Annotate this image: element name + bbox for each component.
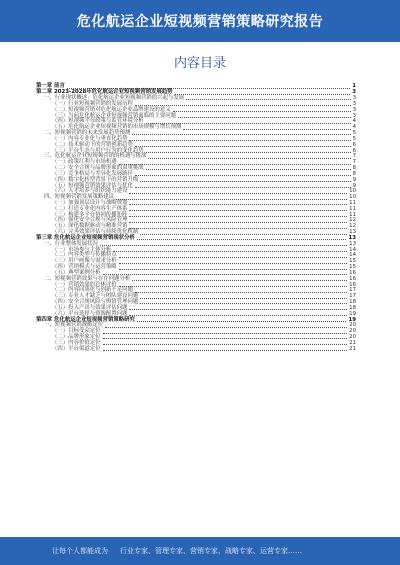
toc-leader-dots [129, 209, 347, 211]
toc-entry-page: 15 [349, 258, 356, 265]
toc-leader-dots [103, 349, 348, 351]
toc-leader-dots [119, 262, 347, 264]
toc-leader-dots [119, 268, 347, 270]
toc-entry-label: （三）竞争格局与差异化发展路径 [52, 170, 133, 177]
toc-entry-label: （二）打造专业化内容生产体系 [52, 205, 128, 212]
toc-entry-page: 9 [352, 176, 356, 183]
toc-entry-page: 13 [348, 234, 356, 241]
toc-leader-dots [129, 314, 347, 316]
toc-entry-label: （一）目标受众定位 [52, 328, 101, 335]
toc-leader-dots [119, 163, 351, 165]
toc-entry-label: （一）市场参与主体分析 [52, 246, 112, 253]
toc-leader-dots [175, 93, 351, 95]
toc-entry-page: 11 [349, 205, 356, 212]
toc-entry-page: 3 [352, 89, 356, 96]
toc-entry-label: 一、行业现状概述：危化航运企业短视频营销的兴起与发展 [44, 95, 185, 102]
toc-entry-page: 19 [349, 310, 356, 317]
toc-leader-dots [132, 279, 347, 281]
toc-entry-page: 10 [349, 188, 356, 195]
toc-entry-page: 14 [349, 246, 356, 253]
toc-leader-dots [119, 256, 347, 258]
toc-entry-page: 21 [349, 345, 356, 352]
toc-leader-dots [146, 168, 351, 170]
toc-entry-label: 第一章 前言 [36, 83, 65, 90]
toc-entry-label: 一、短视频营销战略定位 [44, 322, 104, 329]
toc-entry-label: 二、短视频营销效果与存在问题分析 [44, 275, 131, 282]
toc-entry-page: 13 [349, 229, 356, 236]
toc-entry-page: 3 [352, 112, 356, 119]
toc-heading: 内容目录 [173, 56, 226, 71]
toc-entry-page: 9 [352, 182, 356, 189]
toc-entry-label: （五）深化数据驱动与精准营销 [52, 223, 128, 230]
toc-entry-page: 14 [349, 252, 356, 259]
toc-entry-page: 8 [352, 165, 356, 172]
footer-expert-list: 行业专家、管理专家、营销专家、战略专家、运营专家…… [120, 547, 302, 555]
toc-leader-dots [119, 285, 347, 287]
toc-entry-label: （三）用户画像与需求分析 [52, 258, 117, 265]
toc-entry-page: 20 [349, 334, 356, 341]
toc-entry-page: 12 [349, 217, 356, 224]
toc-leader-dots [100, 244, 347, 246]
toc-entry-page: 16 [349, 275, 356, 282]
report-title: 危化航运企业短视频营销策略研究报告 [76, 14, 324, 30]
toc-entry-label: 三、危化航运企业短视频营销的机遇与挑战 [44, 153, 147, 160]
toc-entry-label: （五）危化航运企业短视频营销的市场规模与增长预测 [52, 124, 182, 131]
toc-entry-label: （二）内容同质化与创新不足问题 [52, 287, 133, 294]
toc-entry-page: 20 [349, 328, 356, 335]
toc-entry-page: 5 [352, 135, 356, 142]
toc-entry-label: （二）安全合规与品牌形象的双重挑战 [52, 165, 144, 172]
toc-entry-label: （二）短视频营销对危化航运企业品牌建设的意义 [52, 106, 171, 113]
toc-entry-page: 17 [349, 293, 356, 300]
toc-leader-dots [135, 145, 351, 147]
toc-entry-label: （三）平台生态与用户行为的变化趋势 [52, 147, 144, 154]
toc-entry-label: （三）构建多平台协同传播矩阵 [52, 211, 128, 218]
toc-entry-label: （四）安全合规风险与舆情管理问题 [52, 299, 139, 306]
toc-entry[interactable] [36, 346, 356, 352]
toc-leader-dots [135, 174, 351, 176]
toc-entry-label: （一）营销效果的总体评价 [52, 281, 117, 288]
toc-entry-page: 11 [349, 199, 356, 206]
toc-entry-label: 第二章 2023-2028年危化航运企业短视频营销发展趋势 [36, 89, 173, 96]
toc-entry-page: 20 [349, 322, 356, 329]
toc-leader-dots [137, 320, 347, 322]
toc-entry-label: （四）短视频平台政策与监管环境分析 [52, 118, 144, 125]
toc-leader-dots [129, 215, 347, 217]
toc-entry-label: （六）完善效果评估与持续优化机制 [52, 229, 139, 236]
table-of-contents [36, 84, 356, 352]
toc-entry-page: 18 [349, 304, 356, 311]
toc-entry-page: 1 [352, 83, 356, 90]
toc-entry-page: 6 [352, 147, 356, 154]
toc-leader-dots [140, 180, 350, 182]
toc-entry-label: （三）当前危化航运企业短视频营销面临的主要问题 [52, 112, 176, 119]
toc-entry-page: 19 [348, 316, 356, 323]
toc-entry-label: （五）典型案例分析 [52, 269, 101, 276]
toc-entry-page: 8 [352, 170, 356, 177]
toc-entry-page: 15 [349, 264, 356, 271]
toc-entry-label: （一）内容专业化与垂直化趋势 [52, 135, 128, 142]
toc-leader-dots [103, 343, 348, 345]
toc-entry-label: （二）技术驱动下的营销创新趋势 [52, 141, 133, 148]
toc-leader-dots [129, 308, 347, 310]
toc-entry-label: （二）内容类型与传播特点 [52, 252, 117, 259]
toc-leader-dots [129, 139, 350, 141]
toc-leader-dots [140, 233, 347, 235]
toc-leader-dots [186, 98, 350, 100]
toc-entry-page: 3 [352, 100, 356, 107]
toc-entry-page: 10 [349, 194, 356, 201]
toc-leader-dots [135, 186, 351, 188]
toc-leader-dots [148, 157, 350, 159]
footer-slogan: 让每个人都能成为 [52, 547, 108, 555]
toc-leader-dots [183, 128, 350, 130]
toc-entry-label: （四）强化安全合规与风险管理 [52, 217, 128, 224]
toc-entry-label: （四）营销模式与运营策略 [52, 264, 117, 271]
toc-leader-dots [140, 297, 347, 299]
toc-entry-label: 第三章 危化航运企业短视频营销现状分析 [36, 234, 135, 241]
toc-leader-dots [135, 104, 351, 106]
toc-entry-label: 第四章 危化航运企业短视频营销策略研究 [36, 316, 135, 323]
toc-entry-page: 16 [349, 281, 356, 288]
toc-leader-dots [178, 116, 351, 118]
toc-entry-label: （五）投入产出与效果评估问题 [52, 304, 128, 311]
toc-leader-dots [113, 250, 347, 252]
toc-entry-label: （二）品牌形象定位 [52, 334, 101, 341]
toc-entry-label: （四）平台渠道定位 [52, 345, 101, 352]
toc-entry-label: （一）加强顶层设计与战略规划 [52, 199, 128, 206]
toc-entry-page: 7 [352, 153, 356, 160]
toc-entry-label: 二、短视频营销的未来发展趋势预测 [44, 130, 131, 137]
toc-entry-page: 16 [349, 269, 356, 276]
toc-entry-label: 一、行业整体发展状况 [44, 240, 98, 247]
toc-leader-dots [103, 332, 348, 334]
report-footer-bar [0, 537, 400, 565]
toc-leader-dots [135, 291, 347, 293]
toc-entry-page: 4 [352, 118, 356, 125]
toc-leader-dots [103, 337, 348, 339]
toc-entry-label: （三）内容价值定位 [52, 339, 101, 346]
toc-entry-page: 3 [352, 95, 356, 102]
toc-entry-label: （五）短视频营销效果评估与优化 [52, 182, 133, 189]
toc-entry-page: 12 [349, 223, 356, 230]
toc-entry-page: 4 [352, 124, 356, 131]
toc-leader-dots [129, 227, 347, 229]
toc-entry-label: （三）专业人才缺乏与团队建设问题 [52, 293, 139, 300]
toc-entry-page: 3 [352, 106, 356, 113]
toc-entry-label: （一）行业短视频营销的发展历程 [52, 100, 133, 107]
toc-entry-page: 18 [349, 299, 356, 306]
toc-leader-dots [137, 238, 347, 240]
toc-entry-page: 17 [349, 287, 356, 294]
report-header-bar [0, 0, 400, 42]
toc-entry-label: （六）人才培养与组织能力建设 [52, 188, 128, 195]
toc-leader-dots [116, 198, 347, 200]
toc-entry-page: 13 [349, 240, 356, 247]
toc-leader-dots [129, 192, 347, 194]
toc-leader-dots [129, 203, 347, 205]
toc-entry-label: （六）平台选择与资源配置问题 [52, 310, 128, 317]
toc-leader-dots [103, 273, 348, 275]
toc-leader-dots [132, 133, 350, 135]
toc-entry-label: 四、短视频营销发展策略建议 [44, 194, 115, 201]
toc-leader-dots [105, 326, 347, 328]
toc-leader-dots [173, 110, 351, 112]
toc-entry-page: 7 [352, 159, 356, 166]
toc-leader-dots [146, 151, 351, 153]
toc-entry-label: （四）数字化转型背景下的营销升级 [52, 176, 139, 183]
toc-leader-dots [129, 221, 347, 223]
toc-entry-page: 6 [352, 141, 356, 148]
toc-entry-label: （一）政策红利与市场机遇 [52, 159, 117, 166]
toc-entry-page: 21 [349, 339, 356, 346]
toc-entry-page: 5 [352, 130, 356, 137]
toc-entry-page: 11 [349, 211, 356, 218]
toc-leader-dots [140, 302, 347, 304]
